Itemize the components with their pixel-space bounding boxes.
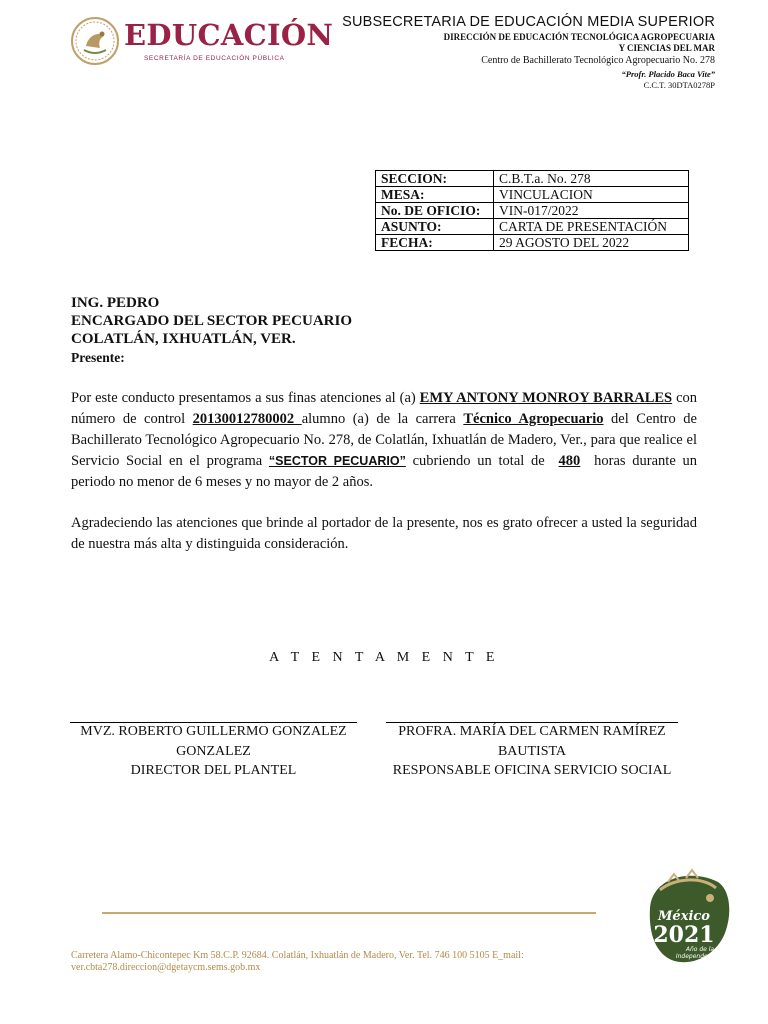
info-table (375, 170, 689, 251)
recipient-place: COLATLÁN, IXHUATLÁN, VER. (71, 331, 296, 347)
header-cct: C.C.T. 30DTA0278P (643, 80, 715, 90)
recipient-position: ENCARGADO DEL SECTOR PECUARIO (71, 313, 353, 329)
badge-caption: Año de la (685, 946, 715, 953)
footer-email: ver.cbta278.direccion@dgetaycm.sems.gob.mx (71, 962, 261, 973)
header-school-name: “Profr. Placido Baca Vite” (621, 69, 715, 79)
body-text: alumno (a) de la carrera (301, 411, 464, 427)
closing-atentamente: A T E N T A M E N T E (269, 650, 499, 665)
info-value: 29 AGOSTO DEL 2022 (494, 235, 689, 251)
signer-title: DIRECTOR DEL PLANTEL (130, 763, 297, 778)
header-direccion-cont: Y CIENCIAS DEL MAR (618, 43, 715, 53)
info-value: VINCULACION (494, 187, 689, 203)
info-label: MESA: (376, 187, 494, 203)
body-text: del Centro de Bachillerato Tecnológico Agropecuario No. 278, de Colatlán, Ixhuatlán de Madero, Ver., para que realice el Servicio Social en el programa (71, 411, 697, 469)
logo-title: EDUCACIÓN (124, 18, 334, 52)
signature-block-director (70, 722, 357, 781)
badge-word: México (658, 909, 710, 924)
header-direccion: DIRECCIÓN DE EDUCACIÓN TECNOLÓGICA AGROPECUARIA (443, 32, 715, 42)
signer-name-cont: GONZALEZ (176, 743, 251, 759)
body-text: cubriendo un total de (405, 453, 552, 469)
signer-name: PROFRA. MARÍA DEL CARMEN RAMÍREZ (398, 724, 666, 739)
table-row (376, 187, 689, 203)
control-number: 20130012780002 (192, 411, 302, 427)
recipient-name: ING. PEDRO (71, 295, 160, 311)
table-row (376, 219, 689, 235)
mexico-2021-badge-icon (640, 868, 732, 968)
info-label: ASUNTO: (376, 219, 494, 235)
body-text: Por este conducto presentamos a sus finas atenciones al (a) (71, 390, 420, 406)
body-paragraph-1 (71, 388, 697, 493)
info-value: CARTA DE PRESENTACIÓN (494, 219, 689, 235)
info-value: VIN-017/2022 (494, 203, 689, 219)
signature-block-social-service (386, 722, 678, 781)
signer-name: MVZ. ROBERTO GUILLERMO GONZALEZ (80, 724, 347, 739)
header-school: Centro de Bachillerato Tecnológico Agropecuario No. 278 (481, 55, 715, 66)
header-subsecretaria: SUBSECRETARIA DE EDUCACIÓN MEDIA SUPERIOR (342, 14, 715, 30)
recipient-greeting: Presente: (71, 350, 125, 365)
program-name: “SECTOR PECUARIO” (268, 454, 406, 468)
table-row (376, 203, 689, 219)
table-row (376, 235, 689, 251)
info-label: No. DE OFICIO: (376, 203, 494, 219)
body-paragraph-2: Agradeciendo las atenciones que brinde al portador de la presente, nos es grato ofrecer a usted la seguridad de nuestra más alta y distinguida consideración. (71, 515, 697, 552)
career-name: Técnico Agropecuario (463, 411, 604, 427)
info-label: SECCION: (376, 171, 494, 187)
footer-address-line: Carretera Alamo-Chicontepec Km 58.C.P. 92684. Colatlán, Ixhuatlán de Madero, Ver. Tel. 746 100 5105 E_mail: (71, 950, 524, 961)
coat-of-arms-seal-icon (70, 16, 120, 66)
logo-subtitle: SECRETARÍA DE EDUCACIÓN PÚBLICA (144, 55, 285, 62)
body-text: horas durante un periodo no menor de 6 meses y no mayor de 2 años. (71, 453, 697, 490)
badge-caption-2: Independencia (675, 953, 721, 960)
footer-divider (102, 912, 596, 914)
signer-name-cont: BAUTISTA (497, 743, 567, 759)
body-text: con número de control (71, 390, 698, 427)
hours-total: 480 (558, 453, 581, 469)
table-row (376, 171, 689, 187)
info-label: FECHA: (376, 235, 494, 251)
footer-address (71, 950, 571, 974)
badge-year: 2021 (653, 922, 715, 948)
student-name: EMY ANTONY MONROY BARRALES (419, 390, 673, 406)
info-value: C.B.T.a. No. 278 (494, 171, 689, 187)
signer-title: RESPONSABLE OFICINA SERVICIO SOCIAL (392, 763, 672, 778)
